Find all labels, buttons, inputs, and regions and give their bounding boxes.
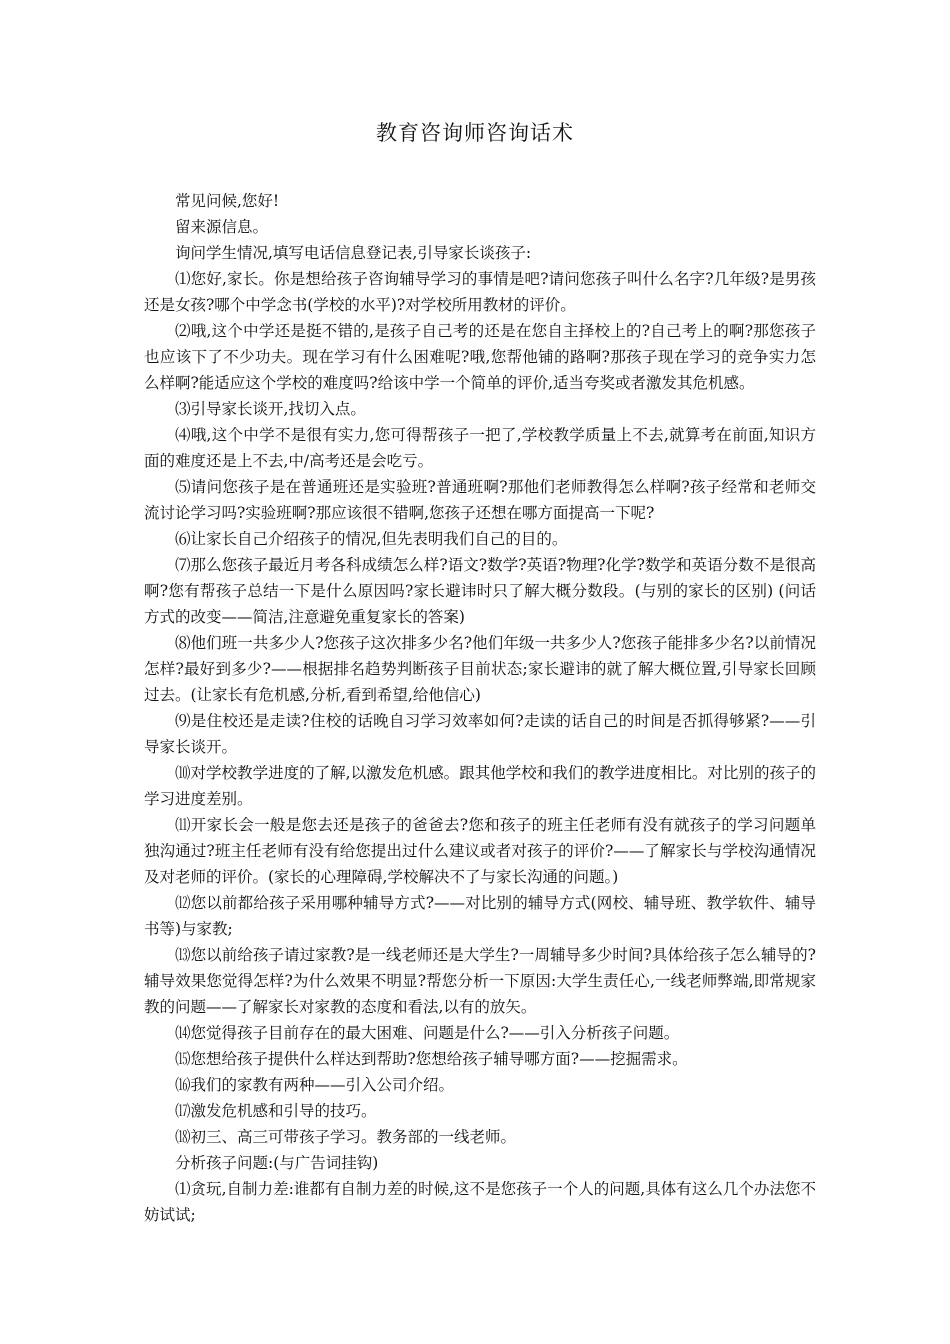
- paragraph: ⑶引导家长谈开,找切入点。: [175, 400, 366, 418]
- paragraph: ⑿您以前都给孩子采用哪种辅导方式?——对比别的辅导方式(网校、辅导班、教学软件、辅导书等)与家教;: [144, 894, 816, 938]
- paragraph: 常见问候,您好!: [175, 192, 280, 210]
- paragraph: ⒀您以前给孩子请过家教?是一线老师还是大学生?一周辅导多少时间?具体给孩子怎么辅导的?辅导效果您觉得怎样?为什么效果不明显?帮您分析一下原因:大学生责任心,一线老师弊端,即常规家教的问题——了解家长对家教的态度和看法,以有的放矢。: [144, 946, 816, 1016]
- paragraph: ⑺那么您孩子最近月考各科成绩怎么样?语文?数学?英语?物理?化学?数学和英语分数不是很高啊?您有帮孩子总结一下是什么原因吗?家长避讳时只了解大概分数段。(与别的家长的区别) (问话方式的改变——简洁,注意避免重复家长的答案): [144, 556, 816, 626]
- document-title: 教育咨询师咨询话术: [376, 121, 574, 145]
- paragraph: 留来源信息。: [175, 218, 269, 236]
- paragraph: ⑷哦,这个中学不是很有实力,您可得帮孩子一把了,学校教学质量上不去,就算考在前面,知识方面的难度还是上不去,中/高考还是会吃亏。: [144, 426, 816, 470]
- paragraph: 分析孩子问题:(与广告词挂钩): [175, 1154, 379, 1172]
- paragraph: ⑼是住校还是走读?住校的话晚自习学习效率如何?走读的话自己的时间是否抓得够紧?——引导家长谈开。: [144, 712, 816, 756]
- paragraph: ⑴贪玩,自制力差:谁都有自制力差的时候,这不是您孩子一个人的问题,具体有这么几个办法您不妨试试;: [144, 1180, 816, 1224]
- paragraph: ⑽对学校教学进度的了解,以激发危机感。跟其他学校和我们的教学进度相比。对比别的孩子的学习进度差别。: [144, 764, 816, 808]
- paragraph: ⑻他们班一共多少人?您孩子这次排多少名?他们年级一共多少人?您孩子能排多少名?以前情况怎样?最好到多少?——根据排名趋势判断孩子目前状态;家长避讳的就了解大概位置,引导家长回顾过去。(让家长有危机感,分析,看到希望,给他信心): [144, 634, 816, 704]
- paragraph: ⒁您觉得孩子目前存在的最大困难、问题是什么?——引入分析孩子问题。: [175, 1024, 680, 1042]
- document-body: [144, 188, 816, 1228]
- paragraph: ⒂您想给孩子提供什么样达到帮助?您想给孩子辅导哪方面?——挖掘需求。: [175, 1050, 688, 1068]
- paragraph: ⑸请问您孩子是在普通班还是实验班?普通班啊?那他们老师教得怎么样啊?孩子经常和老师交流讨论学习吗?实验班啊?那应该很不错啊,您孩子还想在哪方面提高一下呢?: [144, 478, 816, 522]
- paragraph: ⒅初三、高三可带孩子学习。教务部的一线老师。: [175, 1128, 517, 1146]
- paragraph: ⒃我们的家教有两种——引入公司介绍。: [175, 1076, 455, 1094]
- paragraph: ⒄激发危机感和引导的技巧。: [175, 1102, 377, 1120]
- paragraph: ⑹让家长自己介绍孩子的情况,但先表明我们自己的目的。: [175, 530, 568, 548]
- paragraph: ⑾开家长会一般是您去还是孩子的爸爸去?您和孩子的班主任老师有没有就孩子的学习问题单独沟通过?班主任老师有没有给您提出过什么建议或者对孩子的评价?——了解家长与学校沟通情况及对老师的评价。(家长的心理障碍,学校解决不了与家长沟通的问题。): [144, 816, 816, 886]
- paragraph: ⑵哦,这个中学还是挺不错的,是孩子自己考的还是在您自主择校上的?自己考上的啊?那您孩子也应该下了不少功夫。现在学习有什么困难呢?哦,您帮他铺的路啊?那孩子现在学习的竞争实力怎么样啊?能适应这个学校的难度吗?给该中学一个简单的评价,适当夸奖或者激发其危机感。: [144, 322, 816, 392]
- paragraph: 询问学生情况,填写电话信息登记表,引导家长谈孩子:: [175, 244, 532, 262]
- paragraph: ⑴您好,家长。你是想给孩子咨询辅导学习的事情是吧?请问您孩子叫什么名字?几年级?是男孩还是女孩?哪个中学念书(学校的水平)?对学校所用教材的评价。: [144, 270, 816, 314]
